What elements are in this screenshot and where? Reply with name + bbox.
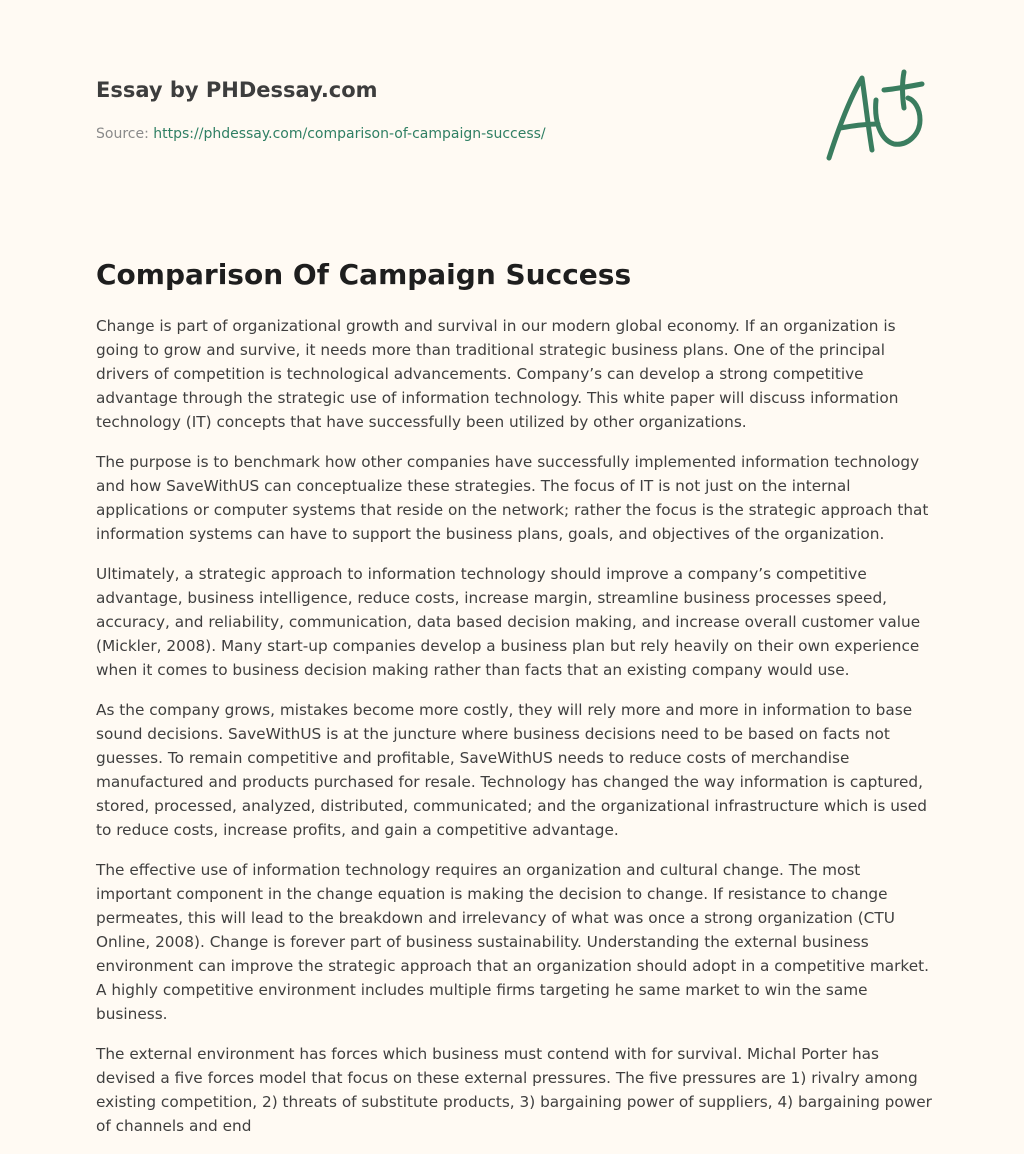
essay-paragraph: The purpose is to benchmark how other companies have successfully implemented information technology and how SaveWithUS can conceptualize these strategies. The focus of IT is not just on the internal applications or computer systems that reside on the network; rather the focus is the strategic approach that information systems can have to support the business plans, goals, and objectives of the organization. <box>96 453 929 543</box>
a-plus-logo-icon <box>822 68 928 164</box>
source-link[interactable]: https://phdessay.com/comparison-of-campaign-success/ <box>153 126 546 142</box>
source-label: Source: <box>96 126 149 142</box>
essay-paragraph: As the company grows, mistakes become more costly, they will rely more and more in information to base sound decisions. SaveWithUS is at the juncture where business decisions need to be based on facts not guesses. To remain competitive and profitable, SaveWithUS needs to reduce costs of merchandise manufactured and products purchased for resale. Technology has changed the way information is captured, stored, processed, analyzed, distributed, communicated; and the organizational infrastructure which is used to reduce costs, increase profits, and gain a competitive advantage. <box>96 701 927 839</box>
essay-paragraph: Change is part of organizational growth and survival in our modern global economy. If an organization is going to grow and survive, it needs more than traditional strategic business plans. One of the principal drivers of competition is technological advancements. Company’s can develop a strong competitive advantage through the strategic use of information technology. This white paper will discuss information technology (IT) concepts that have successfully been utilized by other organizations. <box>96 317 899 431</box>
site-title: Essay by PHDessay.com <box>96 78 378 102</box>
page-header <box>96 76 796 144</box>
essay-title: Comparison Of Campaign Success <box>96 258 632 291</box>
essay-body <box>96 314 932 1154</box>
essay-paragraph: The effective use of information technology requires an organization and cultural change. The most important component in the change equation is making the decision to change. If resistance to change permeates, this will lead to the breakdown and irrelevancy of what was once a strong organization (CTU Online, 2008). Change is forever part of business sustainability. Understanding the external business environment can improve the strategic approach that an organization should adopt in a competitive market. A highly competitive environment includes multiple firms targeting he same market to win the same business. <box>96 861 930 1023</box>
essay-paragraph: The external environment has forces which business must contend with for survival. Michal Porter has devised a five forces model that focus on these external pressures. The five pressures are 1) rivalry among existing competition, 2) threats of substitute products, 3) bargaining power of suppliers, 4) bargaining power of channels and end <box>96 1045 932 1135</box>
source-line <box>96 124 796 144</box>
essay-paragraph: Ultimately, a strategic approach to information technology should improve a company’s competitive advantage, business intelligence, reduce costs, increase margin, streamline business processes speed, accuracy, and reliability, communication, data based decision making, and increase overall customer value (Mickler, 2008). Many start-up companies develop a business plan but rely heavily on their own experience when it comes to business decision making rather than facts that an existing company would use. <box>96 565 921 679</box>
